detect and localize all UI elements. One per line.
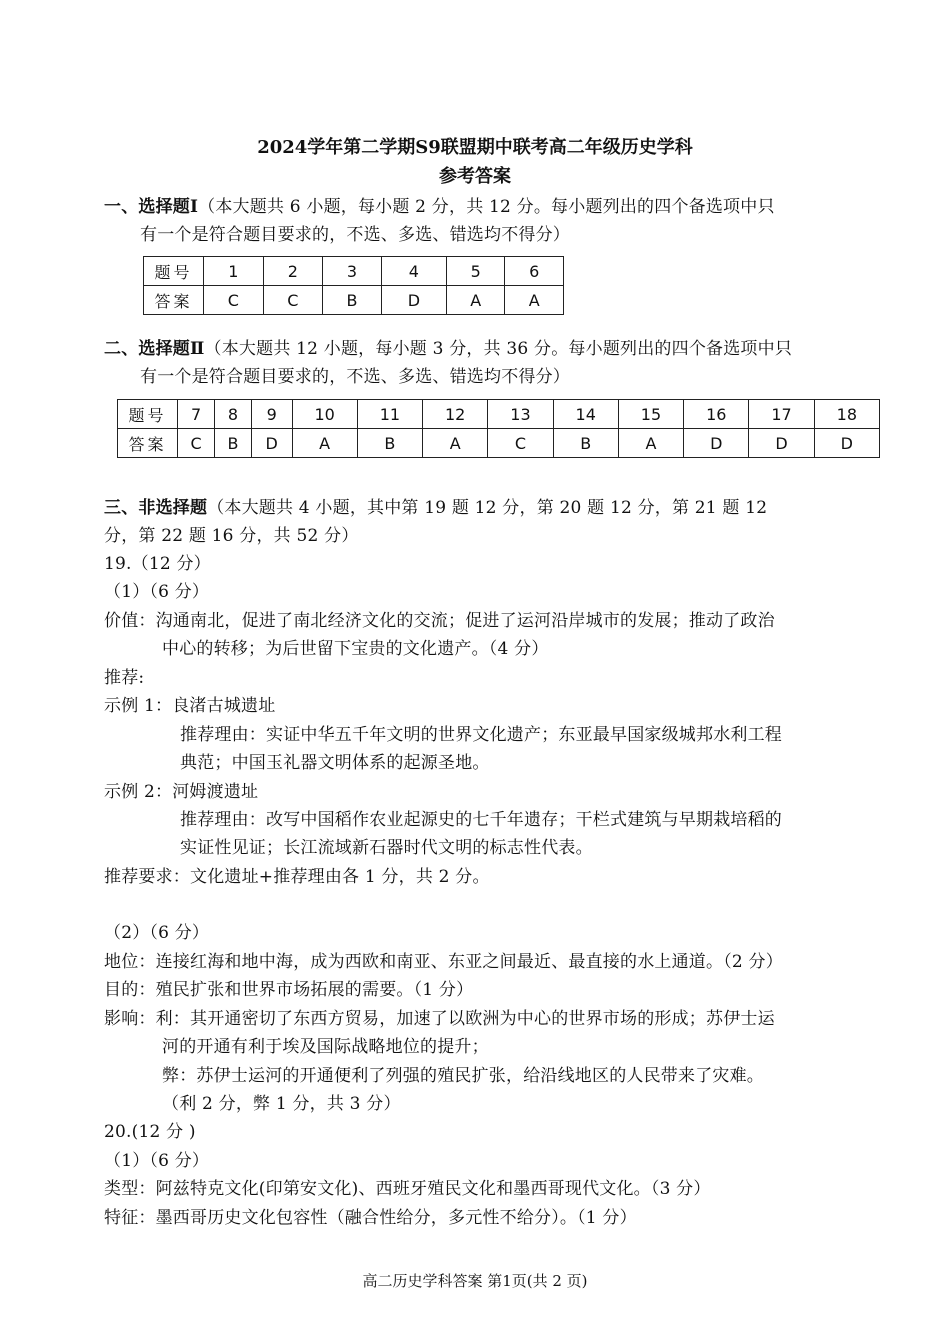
section2-answer-table bbox=[117, 399, 880, 458]
section3-heading: 三、非选择题 bbox=[104, 498, 208, 518]
question-number-cell: 7 bbox=[178, 400, 215, 429]
section2-intro bbox=[104, 334, 792, 359]
question-number-cell: 14 bbox=[553, 400, 618, 429]
question-number-cell: 9 bbox=[251, 400, 292, 429]
answer-cell: D bbox=[381, 286, 446, 315]
question-number-cell: 10 bbox=[292, 400, 357, 429]
answer-cell: B bbox=[323, 286, 382, 315]
q19-example2-reason-line2: 实证性见证；长江流域新石器时代文明的标志性代表。 bbox=[180, 838, 593, 858]
answer-cell: A bbox=[446, 286, 504, 315]
row-label-answer: 答案 bbox=[144, 286, 204, 315]
q19-example1-reason-line2: 典范；中国玉礼器文明体系的起源圣地。 bbox=[180, 753, 490, 773]
q19-example1-reason-line1: 推荐理由：实证中华五千年文明的世界文化遗产；东亚最早国家级城邦水利工程 bbox=[180, 725, 782, 745]
answer-cell: B bbox=[215, 429, 252, 458]
q20-part1: （1）（6 分） bbox=[104, 1151, 210, 1171]
answer-cell: C bbox=[263, 286, 323, 315]
q20-feature: 特征：墨西哥历史文化包容性（融合性给分，多元性不给分）。（1 分） bbox=[104, 1208, 637, 1228]
page-subtitle: 参考答案 bbox=[439, 166, 511, 187]
answer-cell: A bbox=[505, 286, 564, 315]
q19-example2: 示例 2：河姆渡遗址 bbox=[104, 782, 259, 802]
q19-impact-score: （利 2 分，弊 1 分，共 3 分） bbox=[162, 1094, 401, 1114]
question-number-cell: 17 bbox=[749, 400, 814, 429]
question-number-cell: 2 bbox=[263, 257, 323, 286]
q19-impact-line3: 弊：苏伊士运河的开通便利了列强的殖民扩张，给沿线地区的人民带来了灾难。 bbox=[162, 1066, 764, 1086]
q19-value-line1: 价值：沟通南北，促进了南北经济文化的交流；促进了运河沿岸城市的发展；推动了政治 bbox=[104, 611, 775, 631]
q19-recommend-label: 推荐: bbox=[104, 668, 145, 688]
q19-status: 地位：连接红海和地中海，成为西欧和南亚、东亚之间最近、最直接的水上通道。（2 分） bbox=[104, 952, 783, 972]
q19-part1: （1）（6 分） bbox=[104, 582, 210, 602]
table-row-answers bbox=[144, 286, 564, 315]
question-number-cell: 4 bbox=[381, 257, 446, 286]
q19-heading: 19.（12 分） bbox=[104, 554, 211, 574]
question-number-cell: 3 bbox=[323, 257, 382, 286]
section2-heading: 二、选择题Ⅱ bbox=[104, 339, 205, 359]
q19-example1: 示例 1：良渚古城遗址 bbox=[104, 696, 276, 716]
q20-heading: 20.(12 分 ) bbox=[104, 1122, 196, 1142]
answer-cell: A bbox=[292, 429, 357, 458]
answer-cell: D bbox=[814, 429, 879, 458]
q20-type: 类型：阿兹特克文化(印第安文化)、西班牙殖民文化和墨西哥现代文化。（3 分） bbox=[104, 1179, 711, 1199]
q19-purpose: 目的：殖民扩张和世界市场拓展的需要。（1 分） bbox=[104, 980, 474, 1000]
section3-desc-line2: 分，第 22 题 16 分，共 52 分） bbox=[104, 526, 359, 546]
question-number-cell: 12 bbox=[423, 400, 488, 429]
answer-cell: C bbox=[178, 429, 215, 458]
q19-part2: （2）（6 分） bbox=[104, 923, 210, 943]
question-number-cell: 8 bbox=[215, 400, 252, 429]
section2-desc-line2: 有一个是符合题目要求的，不选、多选、错选均不得分） bbox=[140, 367, 570, 387]
page-footer: 高二历史学科答案 第1页(共 2 页) bbox=[362, 1272, 588, 1290]
question-number-cell: 11 bbox=[357, 400, 422, 429]
q19-value-line2: 中心的转移；为后世留下宝贵的文化遗产。（4 分） bbox=[162, 639, 549, 659]
question-number-cell: 6 bbox=[505, 257, 564, 286]
question-number-cell: 13 bbox=[488, 400, 553, 429]
section1-desc-line2: 有一个是符合题目要求的，不选、多选、错选均不得分） bbox=[140, 225, 570, 245]
section3-desc-line1: （本大题共 4 小题，其中第 19 题 12 分，第 20 题 12 分，第 21 题 12 bbox=[207, 498, 768, 518]
answer-cell: A bbox=[618, 429, 683, 458]
section3-intro bbox=[104, 493, 767, 518]
section1-heading: 一、选择题Ⅰ bbox=[104, 197, 199, 217]
question-number-cell: 18 bbox=[814, 400, 879, 429]
q19-example2-reason-line1: 推荐理由：改写中国稻作农业起源史的七千年遗存；干栏式建筑与早期栽培稻的 bbox=[180, 810, 782, 830]
answer-cell: D bbox=[749, 429, 814, 458]
question-number-cell: 16 bbox=[684, 400, 749, 429]
q19-impact-line2: 河的开通有利于埃及国际战略地位的提升； bbox=[162, 1037, 489, 1057]
answer-cell: A bbox=[423, 429, 488, 458]
question-number-cell: 1 bbox=[204, 257, 264, 286]
answer-cell: D bbox=[684, 429, 749, 458]
answer-cell: C bbox=[488, 429, 553, 458]
table-row-answers bbox=[118, 429, 880, 458]
section1-intro bbox=[104, 192, 775, 217]
row-label-number: 题号 bbox=[144, 257, 204, 286]
question-number-cell: 15 bbox=[618, 400, 683, 429]
q19-recommend-requirement: 推荐要求：文化遗址+推荐理由各 1 分，共 2 分。 bbox=[104, 867, 490, 887]
section1-desc-line1: （本大题共 6 小题，每小题 2 分，共 12 分。每小题列出的四个备选项中只 bbox=[198, 197, 775, 217]
q19-impact-line1: 影响：利：其开通密切了东西方贸易，加速了以欧洲为中心的世界市场的形成；苏伊士运 bbox=[104, 1009, 775, 1029]
section2-desc-line1: （本大题共 12 小题，每小题 3 分，共 36 分。每小题列出的四个备选项中只 bbox=[204, 339, 793, 359]
answer-cell: D bbox=[251, 429, 292, 458]
page-title: 2024学年第二学期S9联盟期中联考高二年级历史学科 bbox=[257, 137, 693, 158]
table-row-numbers bbox=[118, 400, 880, 429]
table-row-numbers bbox=[144, 257, 564, 286]
row-label-answer: 答案 bbox=[118, 429, 178, 458]
row-label-number: 题号 bbox=[118, 400, 178, 429]
answer-cell: C bbox=[204, 286, 264, 315]
section1-answer-table bbox=[143, 256, 564, 315]
answer-cell: B bbox=[357, 429, 422, 458]
answer-cell: B bbox=[553, 429, 618, 458]
question-number-cell: 5 bbox=[446, 257, 504, 286]
